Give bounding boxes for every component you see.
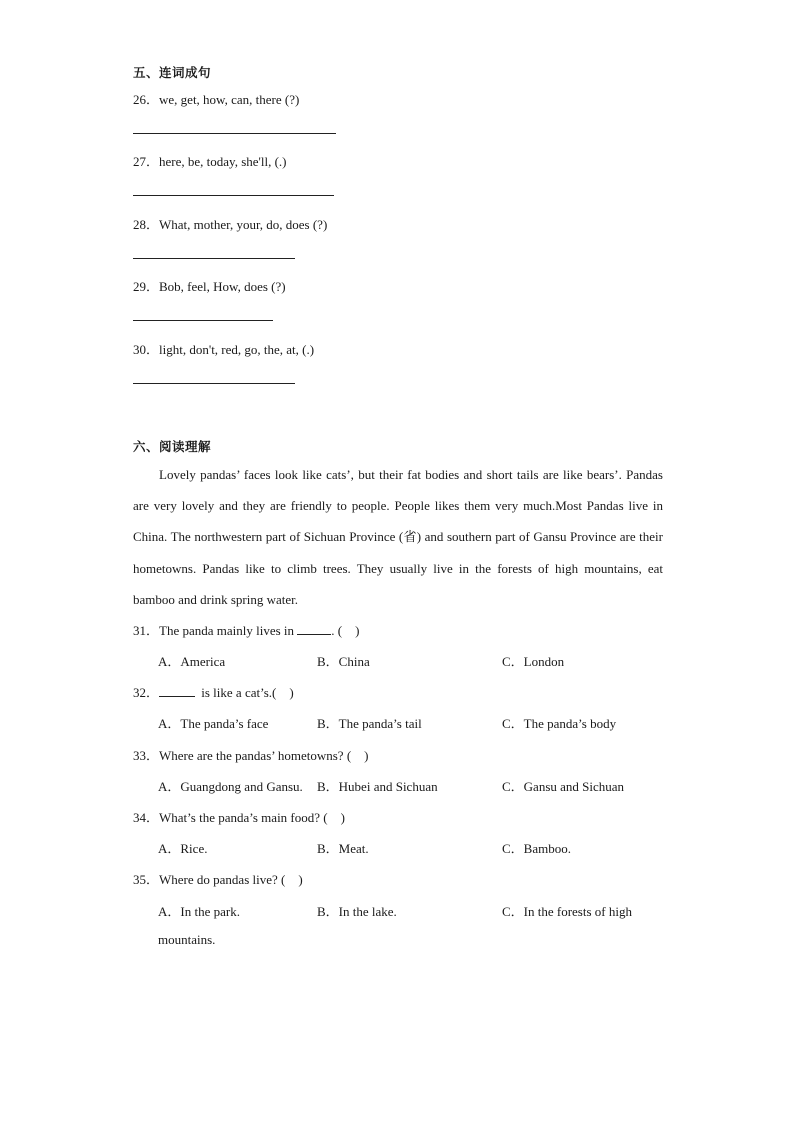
option-32-c[interactable]: C．The panda’s body <box>502 716 617 731</box>
answer-line-26[interactable] <box>133 133 336 134</box>
reading-passage: Lovely pandas’ faces look like cats’, but their fat bodies and short tails are like bears’. Pandas are very lovely and they are friendly to people. People likes them very much.Most Pandas live in China. The northwestern part of Sichuan Province (省) and southern part of Gansu Province are their hometowns. Pandas like to climb trees. They usually live in the forests of high mountains, eat bamboo and drink spring water. <box>133 467 663 607</box>
question-number: 30． <box>133 342 160 357</box>
question-text: we, get, how, can, there (?) <box>159 92 300 107</box>
question-29 <box>133 276 286 295</box>
option-33-a[interactable]: A．Guangdong and Gansu. <box>158 779 303 794</box>
option-35-c-continued[interactable]: mountains. <box>158 932 216 947</box>
option-34-a[interactable]: A．Rice. <box>158 841 208 856</box>
question-number: 35． <box>133 872 160 887</box>
question-text-tail: . ( ) <box>331 623 360 638</box>
question-31 <box>133 620 359 639</box>
answer-line-27[interactable] <box>133 195 334 196</box>
question-35 <box>133 869 303 888</box>
question-30 <box>133 339 314 358</box>
option-31-c[interactable]: C．London <box>502 654 565 669</box>
question-number: 26． <box>133 92 160 107</box>
question-26 <box>133 89 299 108</box>
answer-line-28[interactable] <box>133 258 295 259</box>
question-text: Where are the pandas’ hometowns? ( ) <box>159 748 369 763</box>
question-text: The panda mainly lives in <box>159 623 298 638</box>
question-number: 34． <box>133 810 160 825</box>
question-text: Bob, feel, How, does (?) <box>159 279 286 294</box>
question-text: here, be, today, she'll, (.) <box>159 154 287 169</box>
question-number: 31． <box>133 623 160 638</box>
question-number: 33． <box>133 748 160 763</box>
answer-line-30[interactable] <box>133 383 295 384</box>
option-35-a[interactable]: A．In the park. <box>158 904 240 919</box>
option-32-b[interactable]: B．The panda’s tail <box>317 716 422 731</box>
option-35-b[interactable]: B．In the lake. <box>317 904 397 919</box>
option-33-c[interactable]: C．Gansu and Sichuan <box>502 779 625 794</box>
option-33-b[interactable]: B．Hubei and Sichuan <box>317 779 438 794</box>
question-27 <box>133 151 287 170</box>
answer-blank[interactable] <box>159 685 195 697</box>
question-33 <box>133 745 369 764</box>
section-title-6: 六、阅读理解 <box>133 439 212 454</box>
option-35-c[interactable]: C．In the forests of high <box>502 904 632 919</box>
question-28 <box>133 214 327 233</box>
option-34-b[interactable]: B．Meat. <box>317 841 369 856</box>
answer-line-29[interactable] <box>133 320 273 321</box>
option-31-b[interactable]: B．China <box>317 654 370 669</box>
answer-blank[interactable] <box>297 623 331 635</box>
question-34 <box>133 807 345 826</box>
question-number: 32． <box>133 685 160 700</box>
question-number: 28． <box>133 217 160 232</box>
question-number: 27． <box>133 154 160 169</box>
option-34-c[interactable]: C．Bamboo. <box>502 841 571 856</box>
section-title-5: 五、连词成句 <box>133 65 212 80</box>
question-number: 29． <box>133 279 160 294</box>
question-32 <box>133 682 294 701</box>
option-32-a[interactable]: A．The panda’s face <box>158 716 269 731</box>
question-text: Where do pandas live? ( ) <box>159 872 303 887</box>
question-text: What’s the panda’s main food? ( ) <box>159 810 345 825</box>
question-text: What, mother, your, do, does (?) <box>159 217 328 232</box>
question-text-tail: is like a cat’s.( ) <box>198 685 294 700</box>
question-text: light, don't, red, go, the, at, (.) <box>159 342 315 357</box>
option-31-a[interactable]: A．America <box>158 654 226 669</box>
